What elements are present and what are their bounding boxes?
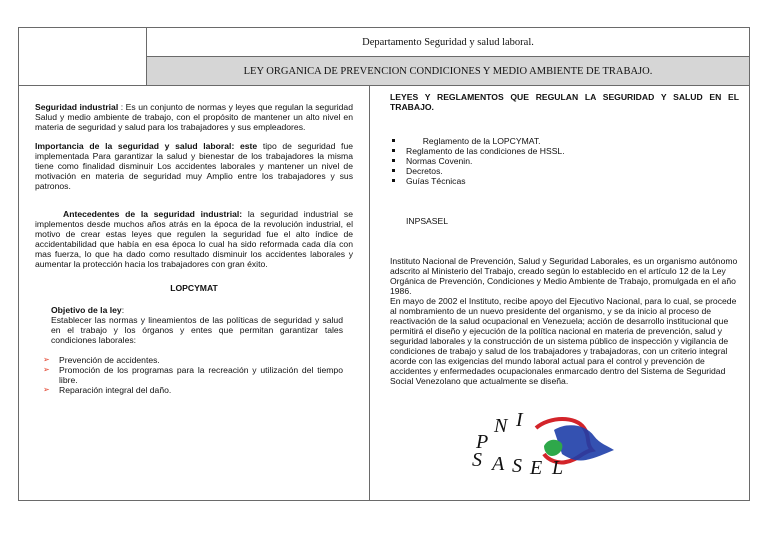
square-bullet-icon <box>392 179 395 182</box>
list-item <box>390 166 739 176</box>
list-item-text: Prevención de accidentes. <box>59 355 160 365</box>
regulations-list <box>390 136 739 186</box>
paragraph-importancia <box>35 141 353 191</box>
department-title: Departamento Seguridad y salud laboral. <box>147 28 749 57</box>
lopcymat-heading: LOPCYMAT <box>170 283 218 293</box>
inpsasel-paragraph-1: Instituto Nacional de Prevención, Salud y Seguridad Laborales, es un organismo autónomo adscrito al Ministerio del Trabajo, creado según lo establecido en el artículo 12 de la Ley Orgánica de Prevención, Condiciones y Medio Ambiente de Trabajo, promulgada en el año 1986. <box>390 256 738 296</box>
objective-label: Objetivo de la ley <box>51 305 122 315</box>
term-antecedentes: Antecedentes de la seguridad industrial: <box>63 209 243 219</box>
inpsasel-heading: INPSASEL <box>406 216 449 226</box>
list-item-text: Decretos. <box>406 166 443 176</box>
list-item <box>43 365 343 385</box>
svg-text:S: S <box>512 455 522 476</box>
header-logo-cell <box>19 28 147 86</box>
objective-bullet-list <box>35 355 353 395</box>
paragraph-seguridad-industrial <box>35 102 353 132</box>
square-bullet-icon <box>392 139 395 142</box>
list-item-text: Guías Técnicas <box>406 176 466 186</box>
svg-text:N: N <box>494 415 508 437</box>
law-title: LEY ORGANICA DE PREVENCION CONDICIONES Y MEDIO AMBIENTE DE TRABAJO. <box>147 57 749 86</box>
square-bullet-icon <box>392 159 395 162</box>
objective-colon: : <box>121 305 125 315</box>
inpsasel-paragraph-2: En mayo de 2002 el Instituto, recibe apoyo del Ejecutivo Nacional, para lo cual, se procede al nombramiento de un nuevo presidente del organismo, y se da inicio al proceso de reactivación de la salud ocupacional en Venezuela; acción de desarrollo institucional que permitirá el diseño y ejecución de la política nacional en materia de prevención, salud y seguridad laborales y la construcción de un sistema público de inspección y vigilancia de condiciones de trabajo y salud de los trabajadores y trabajadoras, con un criterio integral acorde con las exigencias del mundo laboral actual para el control y prevención de accidentes y enfermedades ocupacionales enmarcado dentro del Sistema de Seguridad Social Venezolano que actualmente se diseña. <box>390 296 737 386</box>
square-bullet-icon <box>392 149 395 152</box>
svg-text:A: A <box>492 453 505 475</box>
list-item <box>390 146 739 156</box>
square-bullet-icon <box>392 169 395 172</box>
paragraph-antecedentes <box>35 209 353 269</box>
svg-text:S: S <box>472 449 482 471</box>
importancia-text: tipo de seguridad fue implementada Para garantizar la salud y bienestar de los trabajadores la misma tiene como finalidad disminuir Los accidentes laborales y mantener un nivel de motivación en materia de seguridad muy Amplio entre los trabajadores y sus patronos. <box>35 141 354 191</box>
list-item-text: Promoción de los programas para la recreación y utilización del tiempo libre. <box>59 365 343 385</box>
list-item <box>43 385 343 395</box>
list-item <box>43 355 343 365</box>
arrow-bullet-icon: ➢ <box>43 365 50 374</box>
term-seguridad-industrial: Seguridad industrial <box>35 102 119 112</box>
svg-text:E: E <box>530 457 543 476</box>
left-column <box>19 86 370 500</box>
definition-text: : Es un conjunto de normas y leyes que regulan la seguridad Salud y medio ambiente de trabajo, con el propósito de mantener un alto nivel en materia de seguridad y salud para los trabajadores y sus empleadores. <box>35 102 353 132</box>
document-sheet <box>18 27 750 501</box>
list-item-text: Reparación integral del daño. <box>59 385 172 395</box>
list-item <box>390 176 739 186</box>
list-item <box>390 136 739 146</box>
objective-block <box>51 305 343 345</box>
svg-text:L: L <box>552 457 564 476</box>
antecedentes-text: la seguridad industrial se implementos desde muchos años atrás en la época de la revolución industrial, el motivo de crear estas leyes que regulen la seguridad fue el alto índice de accidentabilidad que había en esa época lo cual ha sido reformada cada día con mas fuerza, lo que ha dado como resultado disminuir los accidentes laborales y aumentar la protección hacia los trabajadores con gran éxito. <box>35 209 353 269</box>
list-item-text: Reglamento de la LOPCYMAT. <box>406 136 541 146</box>
objective-text: Establecer las normas y lineamientos de las políticas de seguridad y salud en el trabajo y los órganos y entes que permitan garantizar tales condiciones laborales: <box>51 315 343 345</box>
arrow-bullet-icon: ➢ <box>43 385 50 394</box>
inpsasel-logo <box>458 410 618 476</box>
term-importancia: Importancia de la seguridad y salud laboral: este <box>35 141 258 151</box>
svg-text:P: P <box>476 431 489 453</box>
arrow-bullet-icon: ➢ <box>43 355 50 364</box>
list-item-text: Reglamento de las condiciones de HSSL. <box>406 146 565 156</box>
list-item <box>390 156 739 166</box>
laws-heading: LEYES Y REGLAMENTOS QUE REGULAN LA SEGURIDAD Y SALUD EN EL TRABAJO. <box>390 92 739 112</box>
svg-text:I: I <box>516 410 523 431</box>
list-item-text: Normas Covenin. <box>406 156 473 166</box>
